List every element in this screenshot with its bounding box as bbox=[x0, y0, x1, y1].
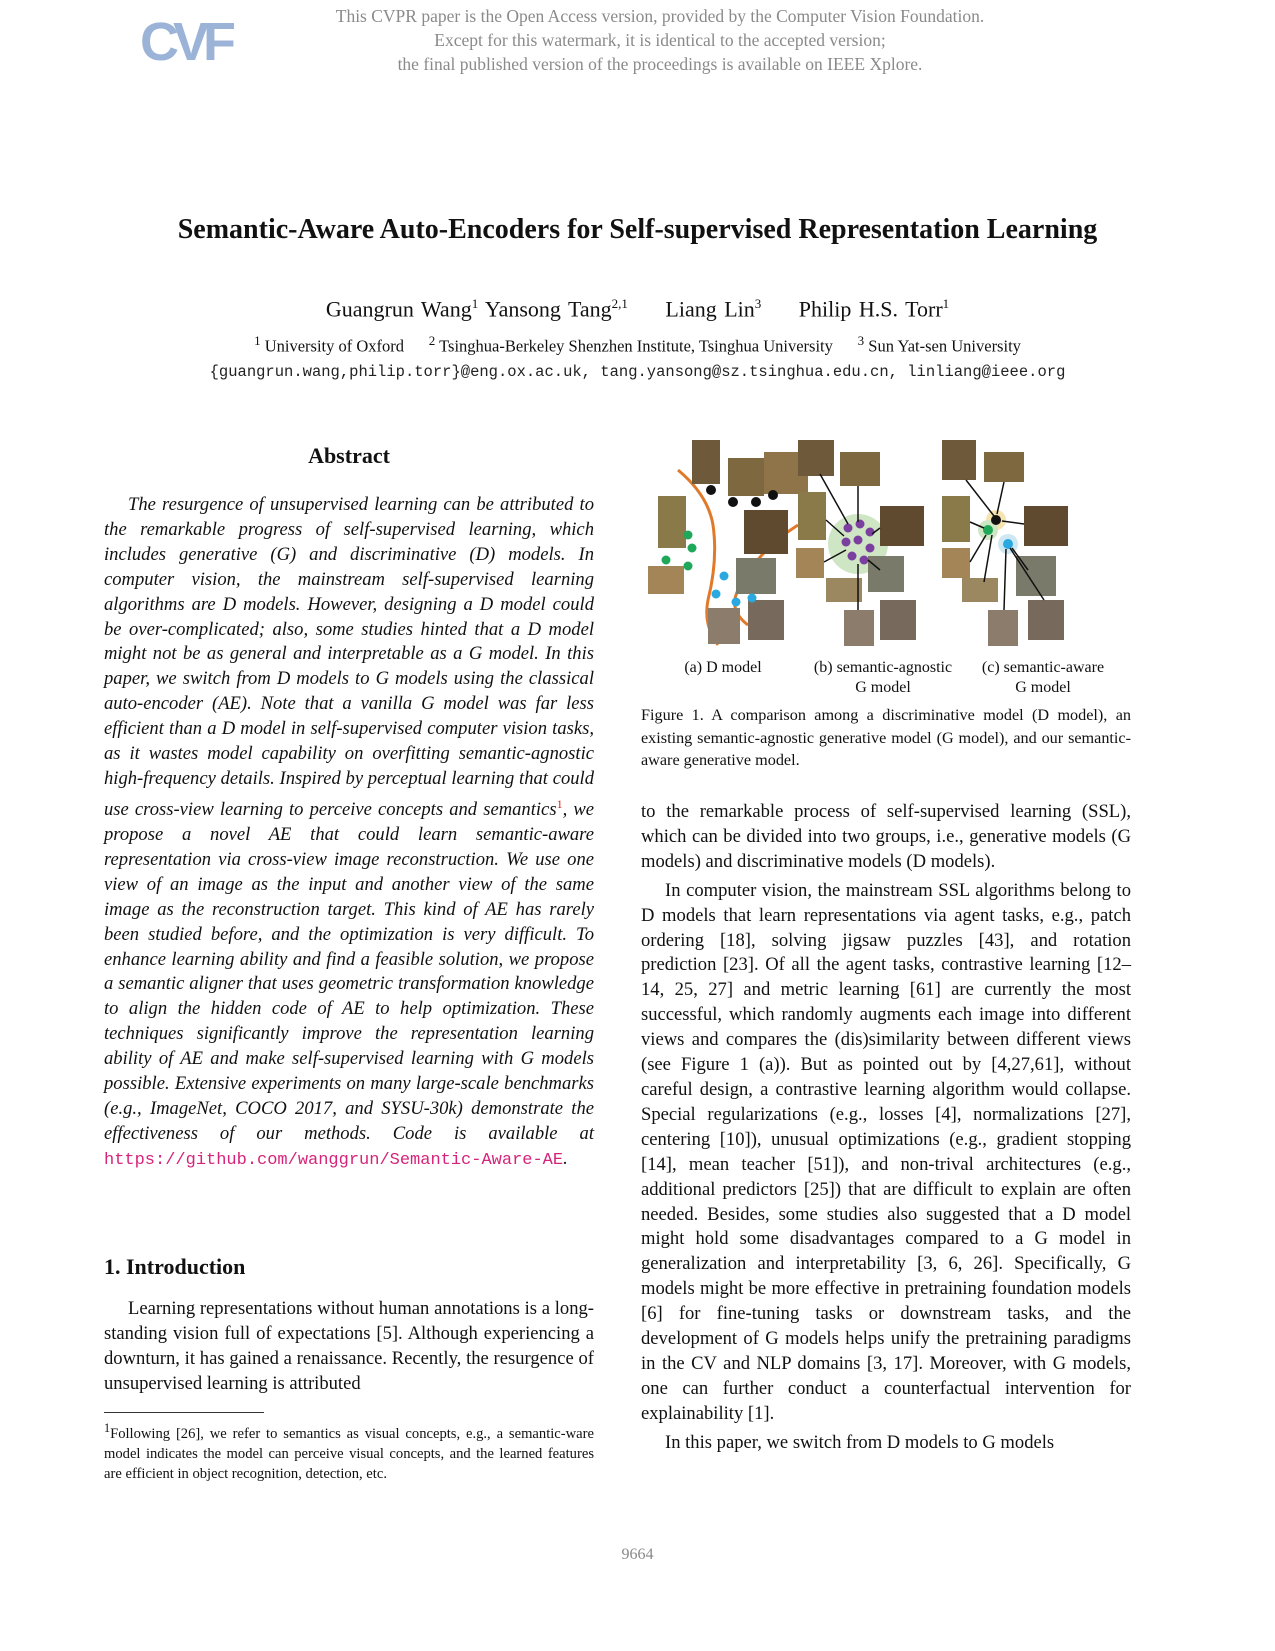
panel-c-semantic-aware bbox=[942, 440, 1068, 646]
thumb-image bbox=[658, 496, 686, 548]
thumb-image bbox=[942, 440, 976, 480]
thumb-image bbox=[1028, 600, 1064, 640]
affiliation-sup: 1 bbox=[254, 333, 261, 348]
thumb-image bbox=[748, 600, 784, 640]
cvf-logo-text: CVF bbox=[140, 12, 230, 72]
affiliation-name: University of Oxford bbox=[264, 336, 405, 356]
abstract-body bbox=[104, 493, 594, 1174]
thumb-image bbox=[984, 452, 1024, 482]
subfigure-label-b bbox=[798, 658, 968, 698]
abstract-text-b: , we propose a novel AE that could learn semantic-aware representation via cross-view image reconstruction. We use one view of an image as the input and another view of the same image as the reconstruction target. This kind of AE has rarely been studied before, and the optimization is very difficult. To enhance learning ability and find a feasible solution, we propose a semantic aligner that uses geometric transformation knowledge to align the hidden code of AE to help optimization. These techniques significantly improve the representation learning ability of AE and make self-supervised learning with G models possible. Extensive experiments on many large-scale benchmarks (e.g., ImageNet, COCO 2017, and SYSU-30k) demonstrate the effectiveness of our methods. Code is available at bbox=[104, 799, 594, 1144]
author-emails: {guangrun.wang,philip.torr}@eng.ox.ac.uk, tang.yansong@sz.tsinghua.edu.cn, linliang@ieee.org bbox=[209, 363, 1066, 381]
subfigure-label-b-line1: (b) semantic-agnostic bbox=[813, 659, 953, 676]
author-list bbox=[90, 296, 1185, 322]
watermark-line-3: the final published version of the proceedings is available on IEEE Xplore. bbox=[397, 54, 923, 74]
thumb-image bbox=[1024, 506, 1068, 546]
author-sup: 2,1 bbox=[611, 296, 628, 311]
author-name: Yansong Tang bbox=[484, 296, 612, 322]
subfigure-label-c-line1: (c) semantic-aware bbox=[981, 659, 1105, 676]
intro-paragraph-1: Learning representations without human annotations is a long-standing vision full of expectations [5]. Although experiencing a downturn, it has gained a renaissance. Recently, the resurgence of unsupervised learning is attributed bbox=[104, 1298, 594, 1394]
subfigure-label-a: (a) D model bbox=[684, 659, 762, 676]
thumb-image bbox=[708, 608, 740, 644]
affiliation-name: Tsinghua-Berkeley Shenzhen Institute, Tsinghua University bbox=[439, 336, 833, 356]
paragraph-continuation: to the remarkable process of self-supervised learning (SSL), which can be divided into two groups, i.e., generative models (G models) and discriminative models (D models). bbox=[641, 801, 1131, 872]
paper-title: Semantic-Aware Auto-Encoders for Self-supervised Representation Learning bbox=[177, 214, 1098, 245]
thumb-image bbox=[648, 566, 684, 594]
watermark-line-2: Except for this watermark, it is identical to the accepted version; bbox=[434, 30, 886, 50]
thumb-image bbox=[880, 600, 916, 640]
page-number: 9664 bbox=[621, 1546, 654, 1563]
subfigure-label-c bbox=[968, 658, 1118, 698]
affiliation-sup: 3 bbox=[857, 333, 865, 348]
author-sup: 1 bbox=[471, 296, 479, 311]
subfigure-label-c-line2: G model bbox=[1015, 679, 1071, 696]
watermark bbox=[280, 4, 1040, 76]
affiliation-sup: 2 bbox=[428, 333, 436, 348]
panel-b-semantic-agnostic bbox=[796, 440, 924, 646]
thumb-image bbox=[796, 548, 824, 578]
author-sup: 3 bbox=[754, 296, 762, 311]
affiliations bbox=[90, 333, 1185, 357]
author-name: Philip H.S. Torr bbox=[798, 296, 943, 322]
footnote-mark[interactable]: 1 bbox=[556, 796, 563, 811]
author-name: Liang Lin bbox=[665, 296, 755, 322]
code-url-link[interactable]: https://github.com/wanggrun/Semantic-Aware-AE bbox=[104, 1150, 564, 1170]
thumb-image bbox=[826, 578, 862, 602]
section-heading-introduction: 1. Introduction bbox=[104, 1254, 246, 1279]
thumb-image bbox=[744, 510, 788, 554]
figure-1-illustration bbox=[648, 440, 1138, 650]
footnote-rule bbox=[104, 1412, 264, 1413]
figure-1-caption: Figure 1. A comparison among a discriminative model (D model), an existing semantic-agnostic generative model (G model), and our semantic-aware generative model. bbox=[641, 706, 1131, 769]
affiliation-name: Sun Yat-sen University bbox=[868, 336, 1021, 356]
thumb-image bbox=[942, 496, 970, 542]
watermark-line-1: This CVPR paper is the Open Access version, provided by the Computer Vision Foundation. bbox=[335, 6, 985, 26]
footnote-mark-label: 1 bbox=[104, 1421, 111, 1435]
thumb-image bbox=[798, 440, 834, 476]
abstract-heading: Abstract bbox=[308, 443, 390, 468]
paragraph-switch: In this paper, we switch from D models to G models bbox=[665, 1431, 1055, 1453]
thumb-image bbox=[736, 558, 776, 594]
thumb-image bbox=[880, 506, 924, 546]
thumb-image bbox=[942, 548, 970, 578]
subfigure-label-b-line2: G model bbox=[855, 679, 911, 696]
thumb-image bbox=[840, 452, 880, 486]
author-sup: 1 bbox=[942, 296, 950, 311]
abstract-text-a: The resurgence of unsupervised learning can be attributed to the remarkable progress of self-supervised learning, which includes generative (G) and discriminative (D) models. In computer vision, the mainstream self-supervised learning algorithms are D models. However, designing a D model could be over-complicated; also, some studies hinted that a D model might not be as general and interpretable as a G model. In this paper, we switch from D models to G models using the classical auto-encoder (AE). Note that a vanilla G model was far less efficient than a D model in self-supervised computer vision tasks, as it wastes model capability on overfitting semantic-agnostic high-frequency details. Inspired by perceptual learning that could use cross-view learning to perceive concepts and semantics bbox=[104, 494, 594, 821]
footnote bbox=[104, 1418, 594, 1484]
thumb-image bbox=[692, 440, 720, 484]
panel-a-discriminative bbox=[648, 440, 808, 645]
abstract-end: . bbox=[563, 1147, 568, 1169]
paragraph-ssl: In computer vision, the mainstream SSL algorithms belong to D models that learn representations via agent tasks, e.g., patch ordering [18], solving jigsaw puzzles [43], and rotation prediction [23]. Of all the agent tasks, contrastive learning [12–14, 25, 27] and metric learning [61] are currently the most successful, which randomly augments each image into different views and compares the (dis)similarity between different views (see Figure 1 (a)). But as pointed out by [4,27,61], without careful design, a contrastive learning algorithm would collapse. Special regularizations (e.g., losses [4], normalizations [27], centering [10]), unusual optimizations (e.g., gradient stopping [14], mean teacher [51]), and non-trival architectures (e.g., additional predictors [25]) that are difficult to explain are often needed. Besides, some studies also suggested that a D model might hold some disadvantages compared to a G model in generalization and interpretability [3, 6, 26]. Specifically, G models might be more effective in pretraining foundation models [6] for fine-tuning tasks or downstream tasks, and the development of G models helps unify the pretraining paradigms in the CV and NLP domains [3, 17]. Moreover, with G models, one can further conduct a counterfactual intervention for explainability [1]. bbox=[641, 879, 1131, 1424]
thumb-image bbox=[962, 578, 998, 602]
thumb-image bbox=[728, 458, 764, 496]
thumb-image bbox=[798, 492, 826, 540]
cvf-logo bbox=[138, 8, 234, 72]
thumb-image bbox=[844, 610, 874, 646]
thumb-image bbox=[868, 556, 904, 592]
right-column-text bbox=[641, 800, 1131, 1456]
thumb-image bbox=[988, 610, 1018, 646]
author-name: Guangrun Wang bbox=[325, 296, 472, 322]
footnote-text: Following [26], we refer to semantics as visual concepts, e.g., a semantic-ware model indicates the model can perceive visual concepts, and the learned features are efficient in object recognition, detection, etc. bbox=[104, 1425, 594, 1482]
